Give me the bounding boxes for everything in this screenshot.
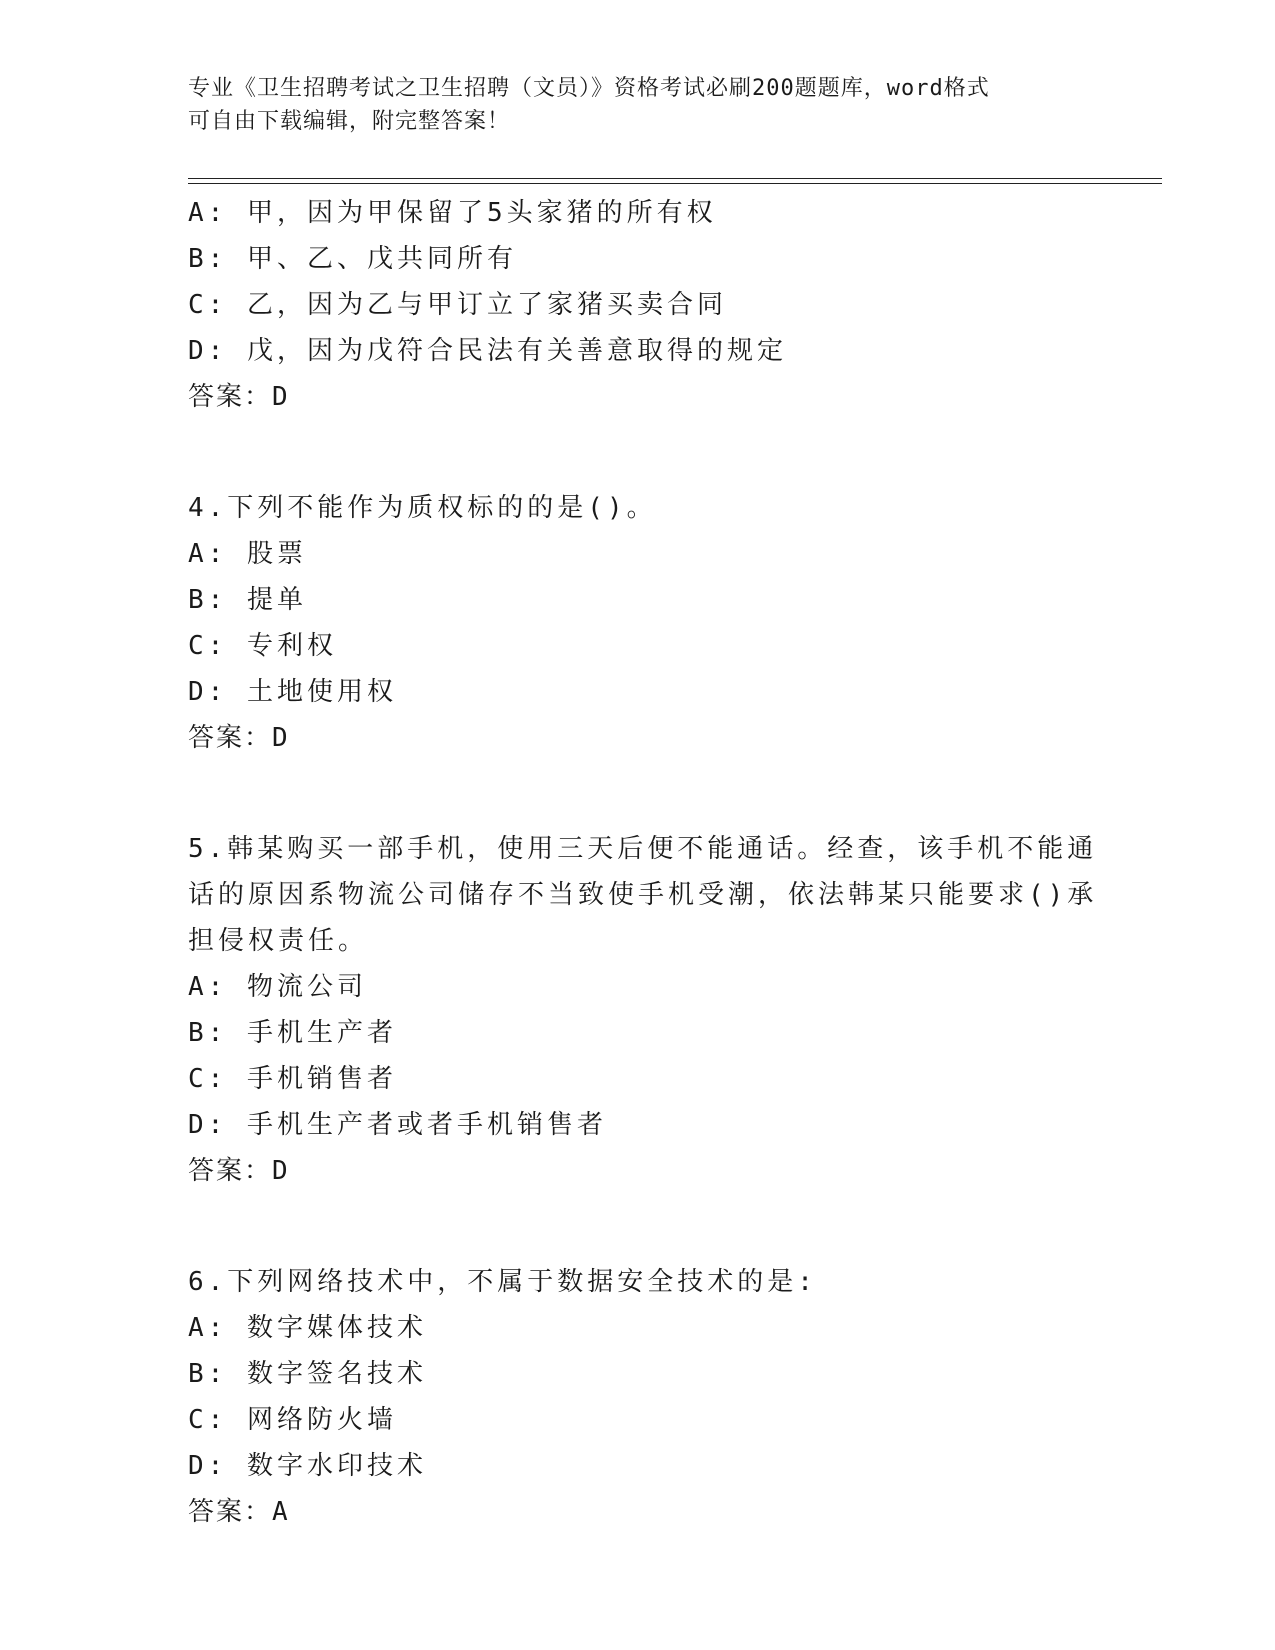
option-d: D: 手机生产者或者手机销售者	[188, 1110, 607, 1140]
spacer	[188, 1194, 1088, 1259]
option-c: C: 网络防火墙	[188, 1405, 397, 1435]
question-content	[188, 190, 1098, 1535]
option-c: C: 专利权	[188, 631, 337, 661]
option-c: C: 手机销售者	[188, 1064, 397, 1094]
option-b: B: 数字签名技术	[188, 1359, 427, 1389]
spacer	[188, 420, 1088, 485]
header-divider-bottom	[188, 183, 1162, 184]
option-a: A: 物流公司	[188, 972, 367, 1002]
question-text-line-2: 话的原因系物流公司储存不当致使手机受潮，依法韩某只能要求()承	[188, 880, 1098, 910]
option-b: B: 提单	[188, 585, 307, 615]
question-text-line-3: 担侵权责任。	[188, 926, 369, 956]
question-5-block	[188, 826, 1098, 1194]
header-line-2: 可自由下载编辑，附完整答案！	[188, 109, 511, 134]
option-a: A: 甲，因为甲保留了5头家猪的所有权	[188, 198, 717, 228]
option-d: D: 数字水印技术	[188, 1451, 427, 1481]
question-3-block	[188, 190, 1088, 420]
option-b: B: 甲、乙、戊共同所有	[188, 244, 517, 274]
answer-line: 答案：D	[188, 723, 290, 753]
option-b: B: 手机生产者	[188, 1018, 397, 1048]
header-divider-top	[188, 178, 1162, 179]
option-a: A: 数字媒体技术	[188, 1313, 427, 1343]
answer-line: 答案：A	[188, 1497, 290, 1527]
question-text: 6.下列网络技术中，不属于数据安全技术的是:	[188, 1267, 817, 1297]
question-6-block	[188, 1259, 1088, 1535]
answer-line: 答案：D	[188, 382, 290, 412]
header-line-1: 专业《卫生招聘考试之卫生招聘（文员）》资格考试必刷200题题库，word格式	[188, 76, 990, 101]
question-text-line-1: 5.韩某购买一部手机，使用三天后便不能通话。经查，该手机不能通	[188, 834, 1098, 864]
question-4-block	[188, 485, 1088, 761]
document-header	[188, 72, 1088, 138]
option-a: A: 股票	[188, 539, 307, 569]
option-d: D: 土地使用权	[188, 677, 397, 707]
option-c: C: 乙，因为乙与甲订立了家猪买卖合同	[188, 290, 727, 320]
answer-line: 答案：D	[188, 1156, 290, 1186]
spacer	[188, 761, 1088, 826]
question-text: 4.下列不能作为质权标的的是()。	[188, 493, 657, 523]
option-d: D: 戊，因为戊符合民法有关善意取得的规定	[188, 336, 787, 366]
